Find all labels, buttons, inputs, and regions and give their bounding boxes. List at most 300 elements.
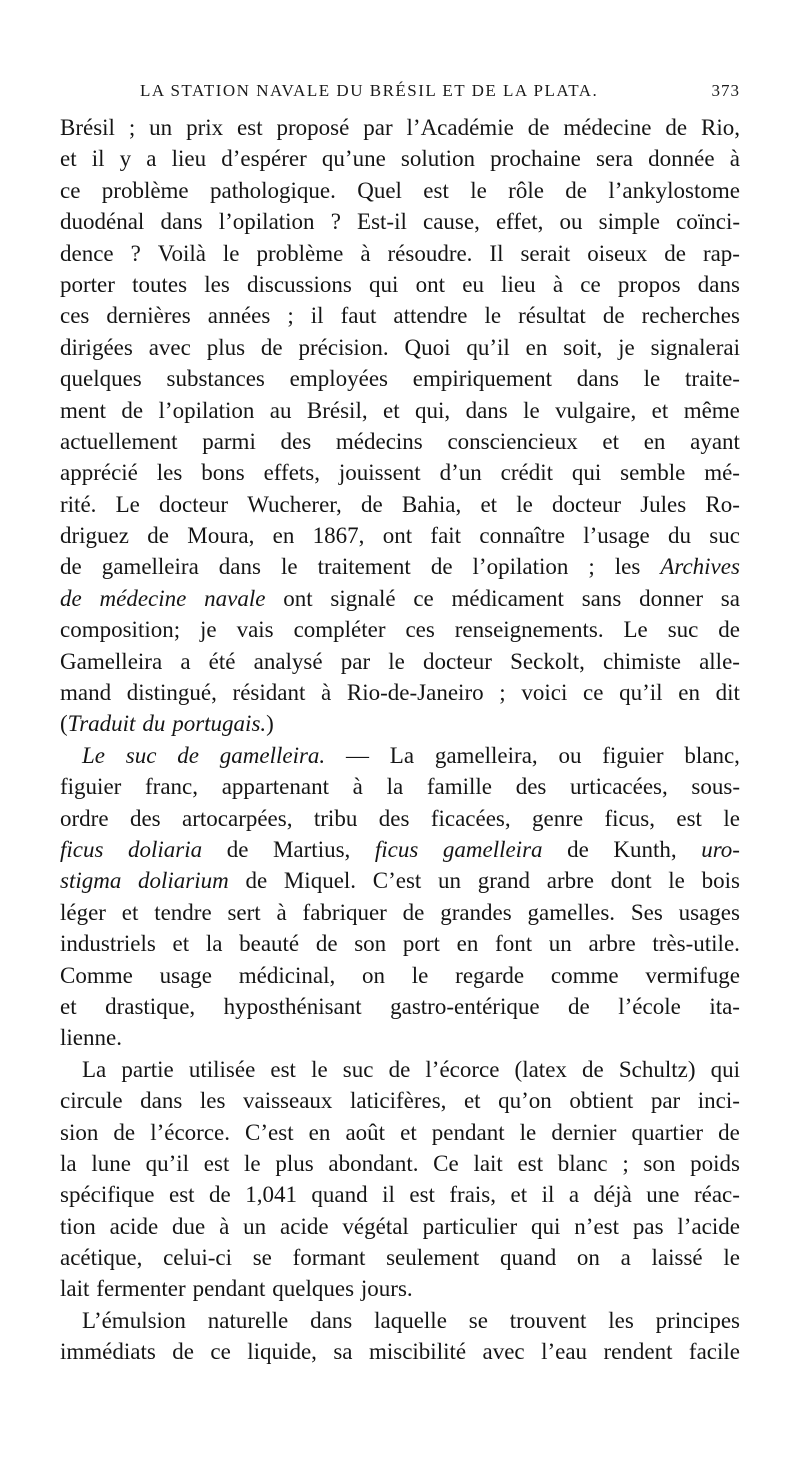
word: eu: [462, 271, 484, 297]
word: à: [360, 240, 371, 266]
word: renseignements.: [454, 617, 604, 643]
word: ?: [330, 209, 341, 235]
word: Schultz): [618, 1056, 696, 1082]
word: La: [82, 1056, 107, 1082]
word: ce: [60, 177, 81, 203]
word: vermifuge: [645, 962, 740, 988]
word: quand: [311, 1182, 368, 1208]
word: résultat: [518, 303, 586, 329]
word: et: [60, 993, 77, 1019]
word: celui-ci: [163, 1245, 233, 1271]
word: principes: [655, 1307, 740, 1333]
word: seulement: [386, 1245, 480, 1271]
word: ficacées,: [430, 805, 511, 831]
word: est: [423, 177, 449, 203]
italic-run: du: [142, 711, 166, 737]
word: il: [310, 303, 324, 329]
word: en: [525, 334, 548, 360]
word: mé-: [704, 460, 740, 486]
word: une: [646, 1182, 680, 1208]
word: partie: [121, 1056, 174, 1082]
word: les: [156, 460, 183, 486]
word: Quel: [357, 177, 402, 203]
word: qui: [369, 271, 399, 297]
word: employées: [289, 366, 388, 392]
word: grand: [477, 868, 531, 894]
word: Comme: [60, 962, 133, 988]
word: résidant: [232, 680, 306, 706]
word: facile: [688, 1339, 740, 1365]
text-line: [60, 395, 740, 426]
word: hyposthénisant: [223, 993, 362, 1019]
text-line: [60, 960, 740, 991]
word: Est-il: [357, 209, 407, 235]
word: et: [60, 146, 77, 172]
word: Ses: [630, 899, 663, 925]
italic-run: portugais.: [172, 711, 267, 737]
text-line: [60, 865, 740, 896]
word: [701, 834, 740, 865]
word: de: [582, 1056, 604, 1082]
word: Moura,: [187, 523, 255, 549]
text-line: [60, 551, 740, 582]
word: gamelles.: [527, 899, 616, 925]
word: docteur: [552, 491, 622, 517]
word: lait: [473, 1150, 503, 1176]
word: 1,041: [245, 1182, 297, 1208]
word: des: [129, 805, 161, 831]
text-line: [60, 646, 740, 677]
word: ces: [60, 303, 90, 329]
word: dans: [310, 1307, 353, 1333]
word: le: [516, 491, 533, 517]
word: prix: [186, 115, 224, 140]
text-line: [60, 897, 740, 928]
text-line: [60, 1273, 740, 1304]
word: ont: [283, 585, 313, 611]
text-line: [60, 269, 740, 300]
word: ces: [405, 617, 435, 643]
word: usage: [159, 962, 212, 988]
word: discussions: [247, 271, 352, 297]
word: sous-: [691, 774, 740, 800]
word: composition;: [60, 617, 181, 643]
word: due: [172, 1213, 206, 1239]
word: dans: [465, 397, 508, 423]
word: jouissent: [338, 460, 421, 486]
word: miscibilité: [368, 1339, 467, 1365]
word: [220, 740, 325, 771]
text-line: [60, 1211, 740, 1242]
word: l’usage: [583, 523, 650, 549]
word: sans: [581, 585, 622, 611]
word: de: [360, 491, 383, 517]
word: avec: [148, 334, 191, 360]
word: avec: [482, 1339, 525, 1365]
word: beauté: [239, 931, 300, 957]
word: bois: [701, 868, 740, 894]
word: serait: [520, 240, 571, 266]
word: dit: [715, 680, 740, 706]
word: pendant: [431, 1119, 505, 1145]
text-line: [60, 489, 740, 520]
text-line: [60, 300, 740, 331]
italic-run: gamelleira: [442, 836, 543, 862]
word: léger: [60, 899, 106, 925]
word: Gamelleira: [60, 648, 163, 674]
text-line: [60, 1242, 740, 1273]
text-line: [60, 614, 740, 645]
word: le: [470, 177, 487, 203]
text-line: [60, 112, 740, 143]
word: qu’une: [321, 146, 386, 172]
word: [142, 708, 165, 739]
word: de: [430, 554, 453, 580]
word: driguez: [60, 523, 129, 549]
word: [128, 834, 202, 865]
word: de: [147, 523, 169, 549]
word: C’est: [245, 1119, 294, 1145]
word: docteur: [423, 648, 492, 674]
word: prochaine: [490, 146, 581, 172]
word: ordre: [60, 805, 109, 831]
running-header: [140, 76, 740, 106]
word: qu’il: [619, 680, 663, 706]
word: août: [345, 1119, 386, 1145]
word: médecins: [335, 428, 423, 454]
word: il: [382, 1182, 395, 1208]
word: qu’il: [145, 1150, 190, 1176]
word: qui: [531, 1213, 561, 1239]
word: lieu: [171, 146, 207, 172]
text-line: [60, 803, 740, 834]
word: Ro-: [705, 491, 740, 517]
word: arbre: [546, 868, 594, 894]
word: circule: [60, 1088, 123, 1114]
word: le: [723, 805, 740, 831]
word: ;: [287, 303, 294, 329]
word: est: [237, 115, 263, 140]
word: la: [386, 774, 404, 800]
word: jours.: [360, 1276, 413, 1302]
word: crédit: [500, 460, 553, 486]
word: grandes: [440, 899, 512, 925]
word: l’écorce.: [150, 1119, 230, 1145]
word: un: [149, 115, 173, 140]
word: [82, 740, 105, 771]
word: ;: [128, 115, 136, 140]
word: Kunth,: [613, 836, 677, 862]
word: le: [519, 1119, 537, 1145]
text-line: [60, 708, 740, 739]
word: de: [568, 993, 590, 1019]
text-line: [60, 991, 740, 1022]
word: l’ankylostome: [608, 177, 740, 203]
word: ;: [622, 1150, 629, 1176]
word: vaisseaux: [243, 1088, 333, 1114]
word: formant: [292, 1245, 366, 1271]
word: l’opilation: [472, 554, 569, 580]
word: dont: [610, 868, 652, 894]
word: donnée: [648, 146, 715, 172]
text-line: [60, 928, 740, 959]
word: à: [276, 899, 287, 925]
word: de: [565, 177, 588, 203]
word: [126, 740, 157, 771]
word: années: [207, 303, 271, 329]
word: frais,: [449, 1182, 497, 1208]
word: le: [643, 366, 661, 392]
word: acide: [109, 1213, 159, 1239]
word: empiriquement: [412, 366, 552, 392]
word: urticacées,: [570, 774, 668, 800]
word: traitement: [317, 554, 411, 580]
word: ita-: [709, 993, 740, 1019]
text-line: [60, 332, 740, 363]
word: fabriquer: [302, 899, 387, 925]
word: coïnci-: [676, 209, 740, 235]
word: tendre: [154, 899, 212, 925]
word: ou: [558, 742, 582, 768]
word: Quoi: [404, 334, 451, 360]
word: résoudre.: [387, 240, 473, 266]
word: d’espérer: [221, 146, 307, 172]
word: de: [567, 836, 589, 862]
word: l’écorce: [425, 1056, 500, 1082]
word: genre: [532, 805, 584, 831]
text-line: [60, 1022, 740, 1053]
word: déjà: [593, 1182, 632, 1208]
word: semble: [620, 460, 686, 486]
word: et: [651, 397, 669, 423]
word: attendre: [393, 303, 468, 329]
word: qu’il: [466, 334, 510, 360]
word: Ce: [433, 1150, 459, 1176]
word: liquide,: [247, 1339, 317, 1365]
italic-run: navale: [204, 585, 266, 611]
word: immédiats: [60, 1339, 156, 1365]
word: dirigées: [60, 334, 133, 360]
word: l’acide: [677, 1213, 740, 1239]
text-line: [60, 1117, 740, 1148]
italic-run: stigma: [60, 868, 122, 894]
word: l’Académie: [406, 115, 514, 140]
word: [60, 834, 103, 865]
word: oiseux: [587, 240, 648, 266]
word: à: [321, 680, 332, 706]
word: par: [650, 1088, 681, 1114]
word: y: [119, 146, 132, 172]
word: porter: [60, 271, 115, 297]
word: artocarpées,: [182, 805, 293, 831]
word: a: [568, 1182, 580, 1208]
word: à: [352, 774, 363, 800]
word: [60, 865, 121, 896]
word: on: [576, 1245, 600, 1271]
word: Le: [623, 617, 648, 643]
text-line: [60, 583, 740, 614]
text-line: [60, 206, 740, 237]
word: voici: [521, 680, 568, 706]
word: et: [121, 899, 139, 925]
word: —: [345, 742, 369, 768]
italic-run: ficus: [374, 836, 419, 862]
word: toutes: [132, 271, 188, 297]
word: végétal: [342, 1213, 409, 1239]
word: drastique,: [105, 993, 196, 1019]
word: le: [244, 1150, 261, 1176]
word: le: [222, 240, 240, 266]
word: regarde: [455, 962, 525, 988]
word: trouvent: [509, 1307, 587, 1333]
word: de: [602, 303, 625, 329]
word: ce: [580, 271, 601, 297]
word: [177, 740, 199, 771]
word: franc,: [145, 774, 198, 800]
word: l’école: [618, 993, 681, 1019]
word: de: [226, 836, 249, 862]
word: de: [718, 1119, 740, 1145]
text-line: [60, 1179, 740, 1210]
word: sert: [227, 899, 261, 925]
word: Brésil: [60, 115, 115, 140]
word: donner: [639, 585, 703, 611]
word: Seckolt,: [510, 648, 585, 674]
word: lune: [91, 1150, 131, 1176]
word: gastro-entérique: [390, 993, 540, 1019]
word: du: [667, 523, 691, 549]
word: recherches: [641, 303, 740, 329]
word: est: [168, 1182, 195, 1208]
word: fait: [430, 523, 462, 549]
word: ;: [588, 554, 595, 580]
word: connaître: [479, 523, 565, 549]
text-line: [60, 834, 740, 865]
word: les: [204, 271, 230, 297]
word: utilisée: [188, 1056, 256, 1082]
word: ?: [130, 240, 141, 266]
text-line: [60, 1085, 740, 1116]
word: [375, 834, 418, 865]
word: à: [219, 1213, 230, 1239]
text-line: [60, 363, 740, 394]
word: a: [180, 648, 191, 674]
word: lait: [60, 1276, 90, 1302]
word: de: [665, 115, 688, 140]
word: en: [272, 523, 295, 549]
word: qui,: [415, 397, 451, 423]
word: comme: [550, 962, 619, 988]
word: L’émulsion: [82, 1307, 186, 1333]
word: les: [608, 1307, 634, 1333]
word: ficus,: [604, 805, 655, 831]
word: suc: [342, 1056, 374, 1082]
word: à: [729, 146, 740, 172]
word: effet,: [495, 209, 544, 235]
word: cause,: [423, 209, 480, 235]
word: sa: [720, 585, 740, 611]
word: simple: [598, 209, 661, 235]
word: bons: [201, 460, 245, 486]
word: rendent: [603, 1339, 673, 1365]
word: problème: [256, 240, 344, 266]
word: en: [456, 931, 479, 957]
word: vulgaire,: [555, 397, 637, 423]
running-title: LA STATION NAVALE DU BRÉSIL ET DE LA PLATA.: [140, 81, 599, 100]
word: [60, 583, 82, 614]
word: signalé: [330, 585, 396, 611]
word: ou: [559, 209, 583, 235]
word: et: [602, 428, 620, 454]
text-line: [60, 1148, 740, 1179]
word: compléter: [293, 617, 386, 643]
word: des: [280, 428, 312, 454]
word: un: [438, 868, 461, 894]
word: Le: [115, 491, 140, 517]
word: sera: [595, 146, 634, 172]
word: à: [552, 271, 564, 297]
word: abondant.: [328, 1150, 419, 1176]
word: de: [664, 240, 686, 266]
word: duodénal: [60, 209, 145, 235]
word: sion: [60, 1119, 99, 1145]
word: dence: [60, 240, 114, 266]
italic-run: suc: [125, 742, 157, 768]
word: je: [200, 617, 217, 643]
word: Voilà: [157, 240, 206, 266]
word: 1867,: [312, 523, 365, 549]
italic-run: Traduit: [67, 711, 136, 737]
word: son: [354, 931, 387, 957]
word: problème: [101, 177, 189, 203]
word: de: [260, 334, 283, 360]
word: des: [378, 805, 410, 831]
word: et: [480, 491, 498, 517]
word: tion: [60, 1213, 96, 1239]
word: laquelle: [374, 1307, 447, 1333]
word: le: [388, 648, 405, 674]
word: spécifique: [60, 1182, 155, 1208]
word: [100, 583, 187, 614]
word: il: [91, 146, 105, 172]
word: le: [523, 397, 540, 423]
text-line: [60, 740, 740, 771]
word: et: [510, 1182, 528, 1208]
word: Il: [489, 240, 504, 266]
word: ;: [499, 680, 506, 706]
word: substances: [166, 366, 265, 392]
word: chimiste: [603, 648, 681, 674]
word: a: [620, 1245, 631, 1271]
word: pas: [632, 1213, 664, 1239]
word: pathologique.: [210, 177, 336, 203]
word: ce: [583, 680, 604, 706]
word: Bahia,: [401, 491, 462, 517]
word: la: [60, 1150, 77, 1176]
word: ment: [60, 397, 106, 423]
word: suc: [709, 523, 740, 549]
word: on: [362, 962, 385, 988]
word: [660, 551, 740, 582]
word: dans: [160, 209, 203, 235]
word: rap-: [702, 240, 740, 266]
word: qui: [571, 460, 602, 486]
word: au: [269, 397, 292, 423]
text-line: [60, 175, 740, 206]
word: médicament: [451, 585, 564, 611]
text-line: [60, 1305, 740, 1336]
word: famille: [426, 774, 492, 800]
